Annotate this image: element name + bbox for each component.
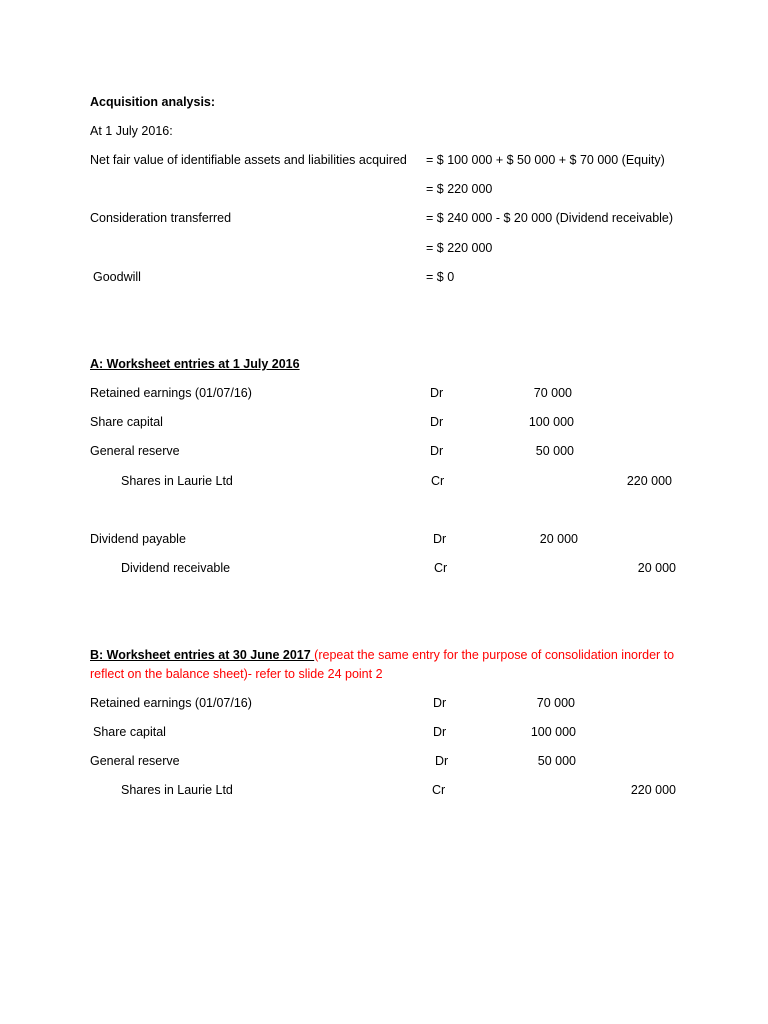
entry-debit: 50 000: [535, 444, 574, 458]
entry-side: Dr: [430, 415, 444, 429]
entry-account: Retained earnings (01/07/16): [90, 696, 252, 710]
entry-account: Share capital: [90, 415, 163, 429]
consideration-formula: = $ 240 000 - $ 20 000 (Dividend receivable): [426, 211, 674, 225]
entry-credit: 20 000: [637, 561, 676, 575]
entry-side: Dr: [433, 696, 447, 710]
entry-debit: 70 000: [536, 696, 575, 710]
net-fair-value-formula: = $ 100 000 + $ 50 000 + $ 70 000 (Equity): [426, 153, 665, 167]
entry-account: Shares in Laurie Ltd: [121, 474, 233, 488]
entry-side: Dr: [430, 386, 444, 400]
entry-account: Shares in Laurie Ltd: [121, 783, 233, 797]
acquisition-heading: Acquisition analysis:: [90, 95, 216, 109]
entry-side: Dr: [433, 725, 447, 739]
entry-debit: 70 000: [533, 386, 572, 400]
entry-side: Dr: [430, 444, 444, 458]
entry-credit: 220 000: [626, 474, 672, 488]
entry-account: Share capital: [93, 725, 166, 739]
entry-credit: 220 000: [630, 783, 676, 797]
entry-account: Dividend payable: [90, 532, 186, 546]
entry-debit: 50 000: [537, 754, 576, 768]
section-b-heading-line: [90, 647, 674, 663]
entry-account: General reserve: [90, 444, 180, 458]
goodwill-label: Goodwill: [93, 270, 141, 284]
section-b-note-continued: reflect on the balance sheet)- refer to slide 24 point 2: [90, 667, 383, 681]
entry-side: Dr: [433, 532, 447, 546]
entry-account: Retained earnings (01/07/16): [90, 386, 252, 400]
entry-account: General reserve: [90, 754, 180, 768]
consideration-total: = $ 220 000: [426, 241, 493, 255]
entry-debit: 20 000: [539, 532, 578, 546]
goodwill-value: = $ 0: [426, 270, 455, 284]
entry-debit: 100 000: [530, 725, 576, 739]
section-a-heading: A: Worksheet entries at 1 July 2016: [90, 357, 300, 371]
section-b-heading: B: Worksheet entries at 30 June 2017: [90, 648, 315, 662]
consideration-label: Consideration transferred: [90, 211, 232, 225]
entry-side: Dr: [435, 754, 449, 768]
entry-debit: 100 000: [528, 415, 574, 429]
entry-side: Cr: [431, 474, 445, 488]
section-b-note: (repeat the same entry for the purpose of consolidation inorder to: [314, 648, 675, 662]
entry-side: Cr: [432, 783, 446, 797]
entry-side: Cr: [434, 561, 448, 575]
acquisition-date: At 1 July 2016:: [90, 124, 173, 138]
entry-account: Dividend receivable: [121, 561, 231, 575]
net-fair-value-label: Net fair value of identifiable assets and liabilities acquired: [90, 153, 407, 167]
net-fair-value-total: = $ 220 000: [426, 182, 493, 196]
